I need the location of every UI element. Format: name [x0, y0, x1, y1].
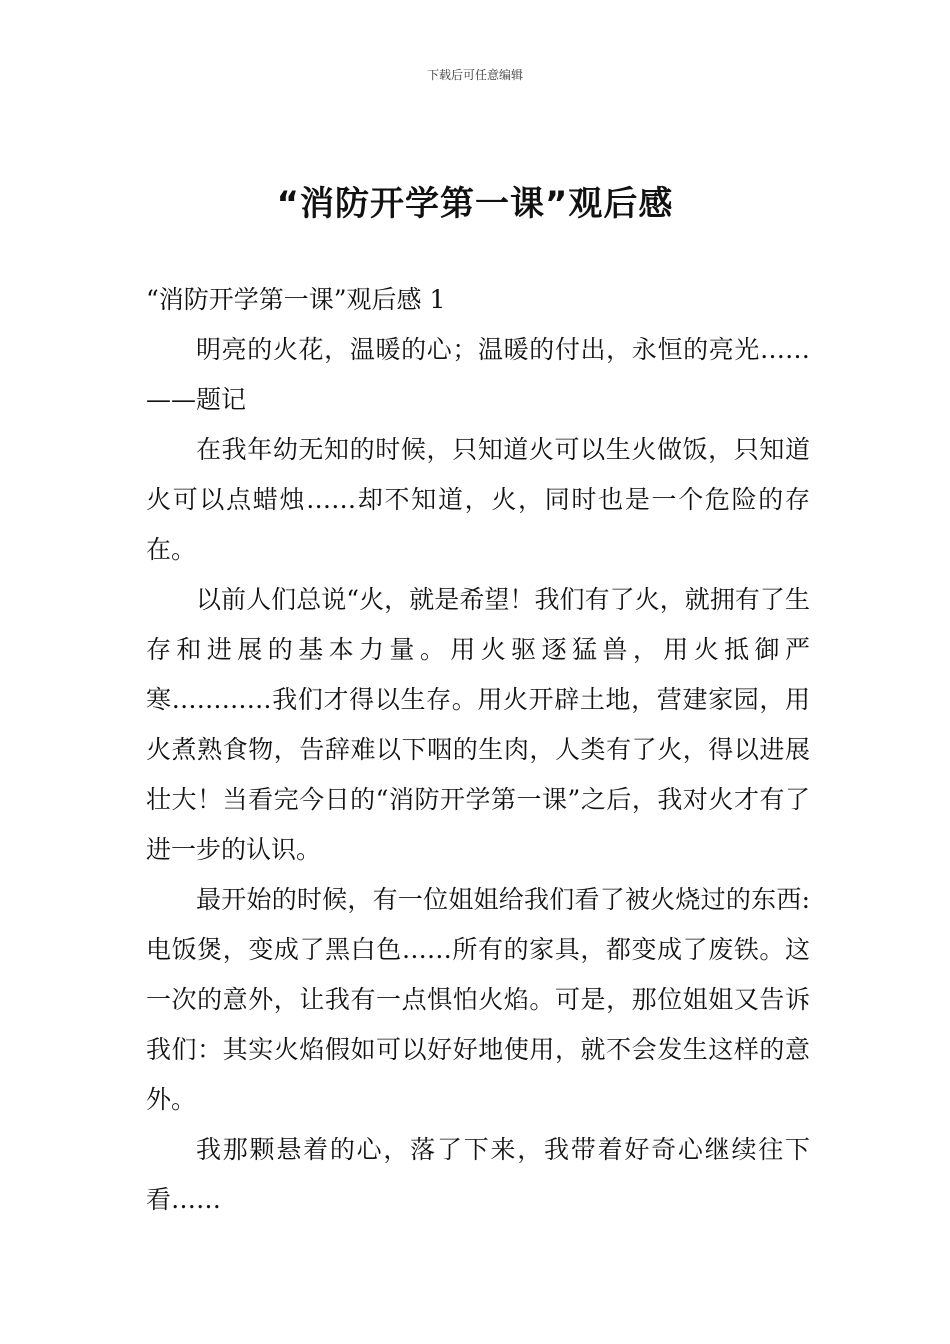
header-note: 下载后可任意编辑: [426, 68, 523, 82]
document-body: [146, 275, 810, 1225]
section-subtitle: “消防开学第一课”观后感 1: [146, 285, 446, 314]
paragraph-epigraph: 明亮的火花，温暖的心；温暖的付出，永恒的亮光……——题记: [146, 335, 810, 414]
paragraph: 最开始的时候，有一位姐姐给我们看了被火烧过的东西:电饭煲，变成了黑白色……所有的家具，都变成了废铁。这一次的意外，让我有一点惧怕火焰。可是，那位姐姐又告诉我们：其实火焰假如可以好好地使用，就不会发生这样的意外。: [146, 885, 810, 1114]
paragraph: 我那颗悬着的心，落了下来，我带着好奇心继续往下看……: [146, 1135, 810, 1214]
paragraph: 在我年幼无知的时候，只知道火可以生火做饭，只知道火可以点蜡烛……却不知道，火，同时也是一个危险的存在。: [146, 435, 810, 564]
paragraph: 以前人们总说“火，就是希望！我们有了火，就拥有了生存和进展的基本力量。用火驱逐猛兽，用火抵御严寒…………我们才得以生存。用火开辟土地，营建家园，用火煮熟食物，告辞难以下咽的生肉，人类有了火，得以进展壮大！当看完今日的“消防开学第一课”之后，我对火才有了进一步的认识。: [146, 585, 810, 864]
document-title: “消防开学第一课”观后感: [276, 184, 674, 224]
